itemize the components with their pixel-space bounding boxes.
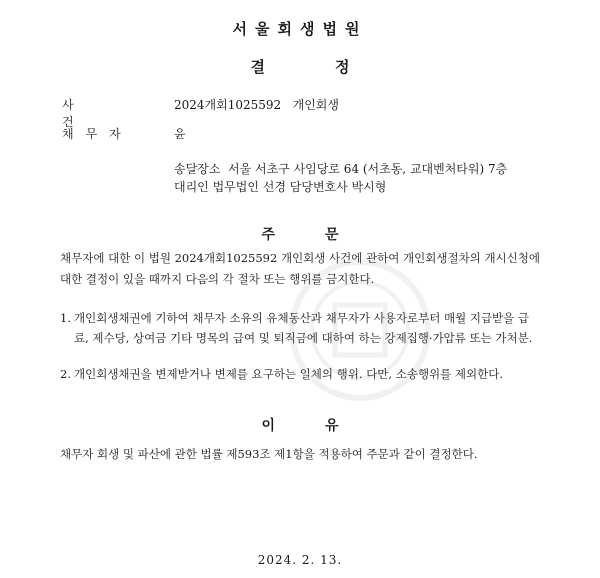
debtor-label: 채무자	[62, 127, 133, 141]
order-item-text: 개인회생채권에 기하여 채무자 소유의 유체동산과 채무자가 사용자로부터 매월 지급받을 급료, 제수당, 상여금 기타 명목의 급여 및 퇴직금에 대하여 하는 강제집행·가압류 또는 가처분.	[74, 311, 533, 345]
case-value: 2024개회1025592 개인회생	[174, 98, 339, 112]
order-intro: 채무자에 대한 이 법원 2024개회1025592 개인회생 사건에 관하여 개인회생절차의 개시신청에 대한 결정이 있을 때까지 다음의 각 절차 또는 행위를 금지한다.	[60, 251, 540, 286]
order-item-number: 2.	[60, 367, 71, 381]
order-heading: 주문	[261, 227, 389, 243]
legal-agent: 대리인 법무법인 선경 담당변호사 박시형	[174, 180, 387, 194]
document-type: 결정	[250, 58, 420, 76]
debtor-value: 윤	[174, 127, 186, 141]
decision-date: 2024. 2. 13.	[257, 553, 343, 567]
court-name: 서울회생법원	[232, 20, 368, 38]
reason-text: 채무자 회생 및 파산에 관한 법률 제593조 제1항을 적용하여 주문과 같이 결정한다.	[60, 447, 478, 461]
case-label: 사건	[62, 98, 118, 129]
order-item-text: 개인회생채권을 변제받거나 변제를 요구하는 일체의 행위. 다만, 소송행위를 제외한다.	[74, 367, 504, 381]
service-address: 송달장소 서울 서초구 사임당로 64 (서초동, 교대벤처타워) 7층	[174, 162, 508, 176]
order-item-number: 1.	[60, 311, 71, 325]
reason-heading: 이유	[261, 418, 389, 434]
